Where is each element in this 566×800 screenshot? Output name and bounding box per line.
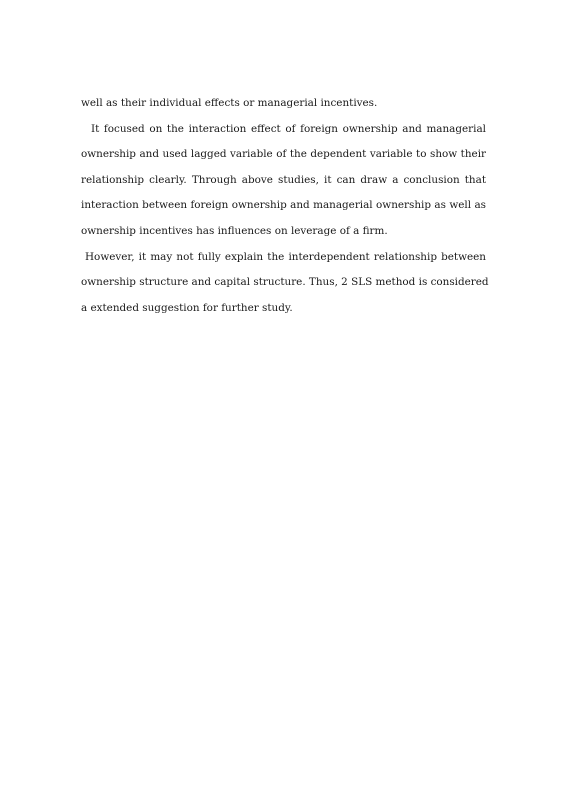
- text-line: It focused on the interaction effect of foreign ownership and managerial: [91, 122, 486, 135]
- text-line: ownership and used lagged variable of the dependent variable to show their: [81, 148, 486, 161]
- text-line: relationship clearly. Through above studies, it can draw a conclusion that: [81, 173, 486, 186]
- text-line: ownership incentives has influences on leverage of a firm.: [81, 224, 388, 237]
- text-line: However, it may not fully explain the interdependent relationship between: [85, 250, 486, 263]
- body-text: [81, 91, 489, 321]
- text-line: a extended suggestion for further study.: [81, 301, 293, 314]
- text-line: interaction between foreign ownership and managerial ownership as well as: [81, 199, 486, 212]
- text-line: ownership structure and capital structure. Thus, 2 SLS method is considered: [81, 276, 489, 289]
- text-line: well as their individual effects or managerial incentives.: [81, 97, 378, 109]
